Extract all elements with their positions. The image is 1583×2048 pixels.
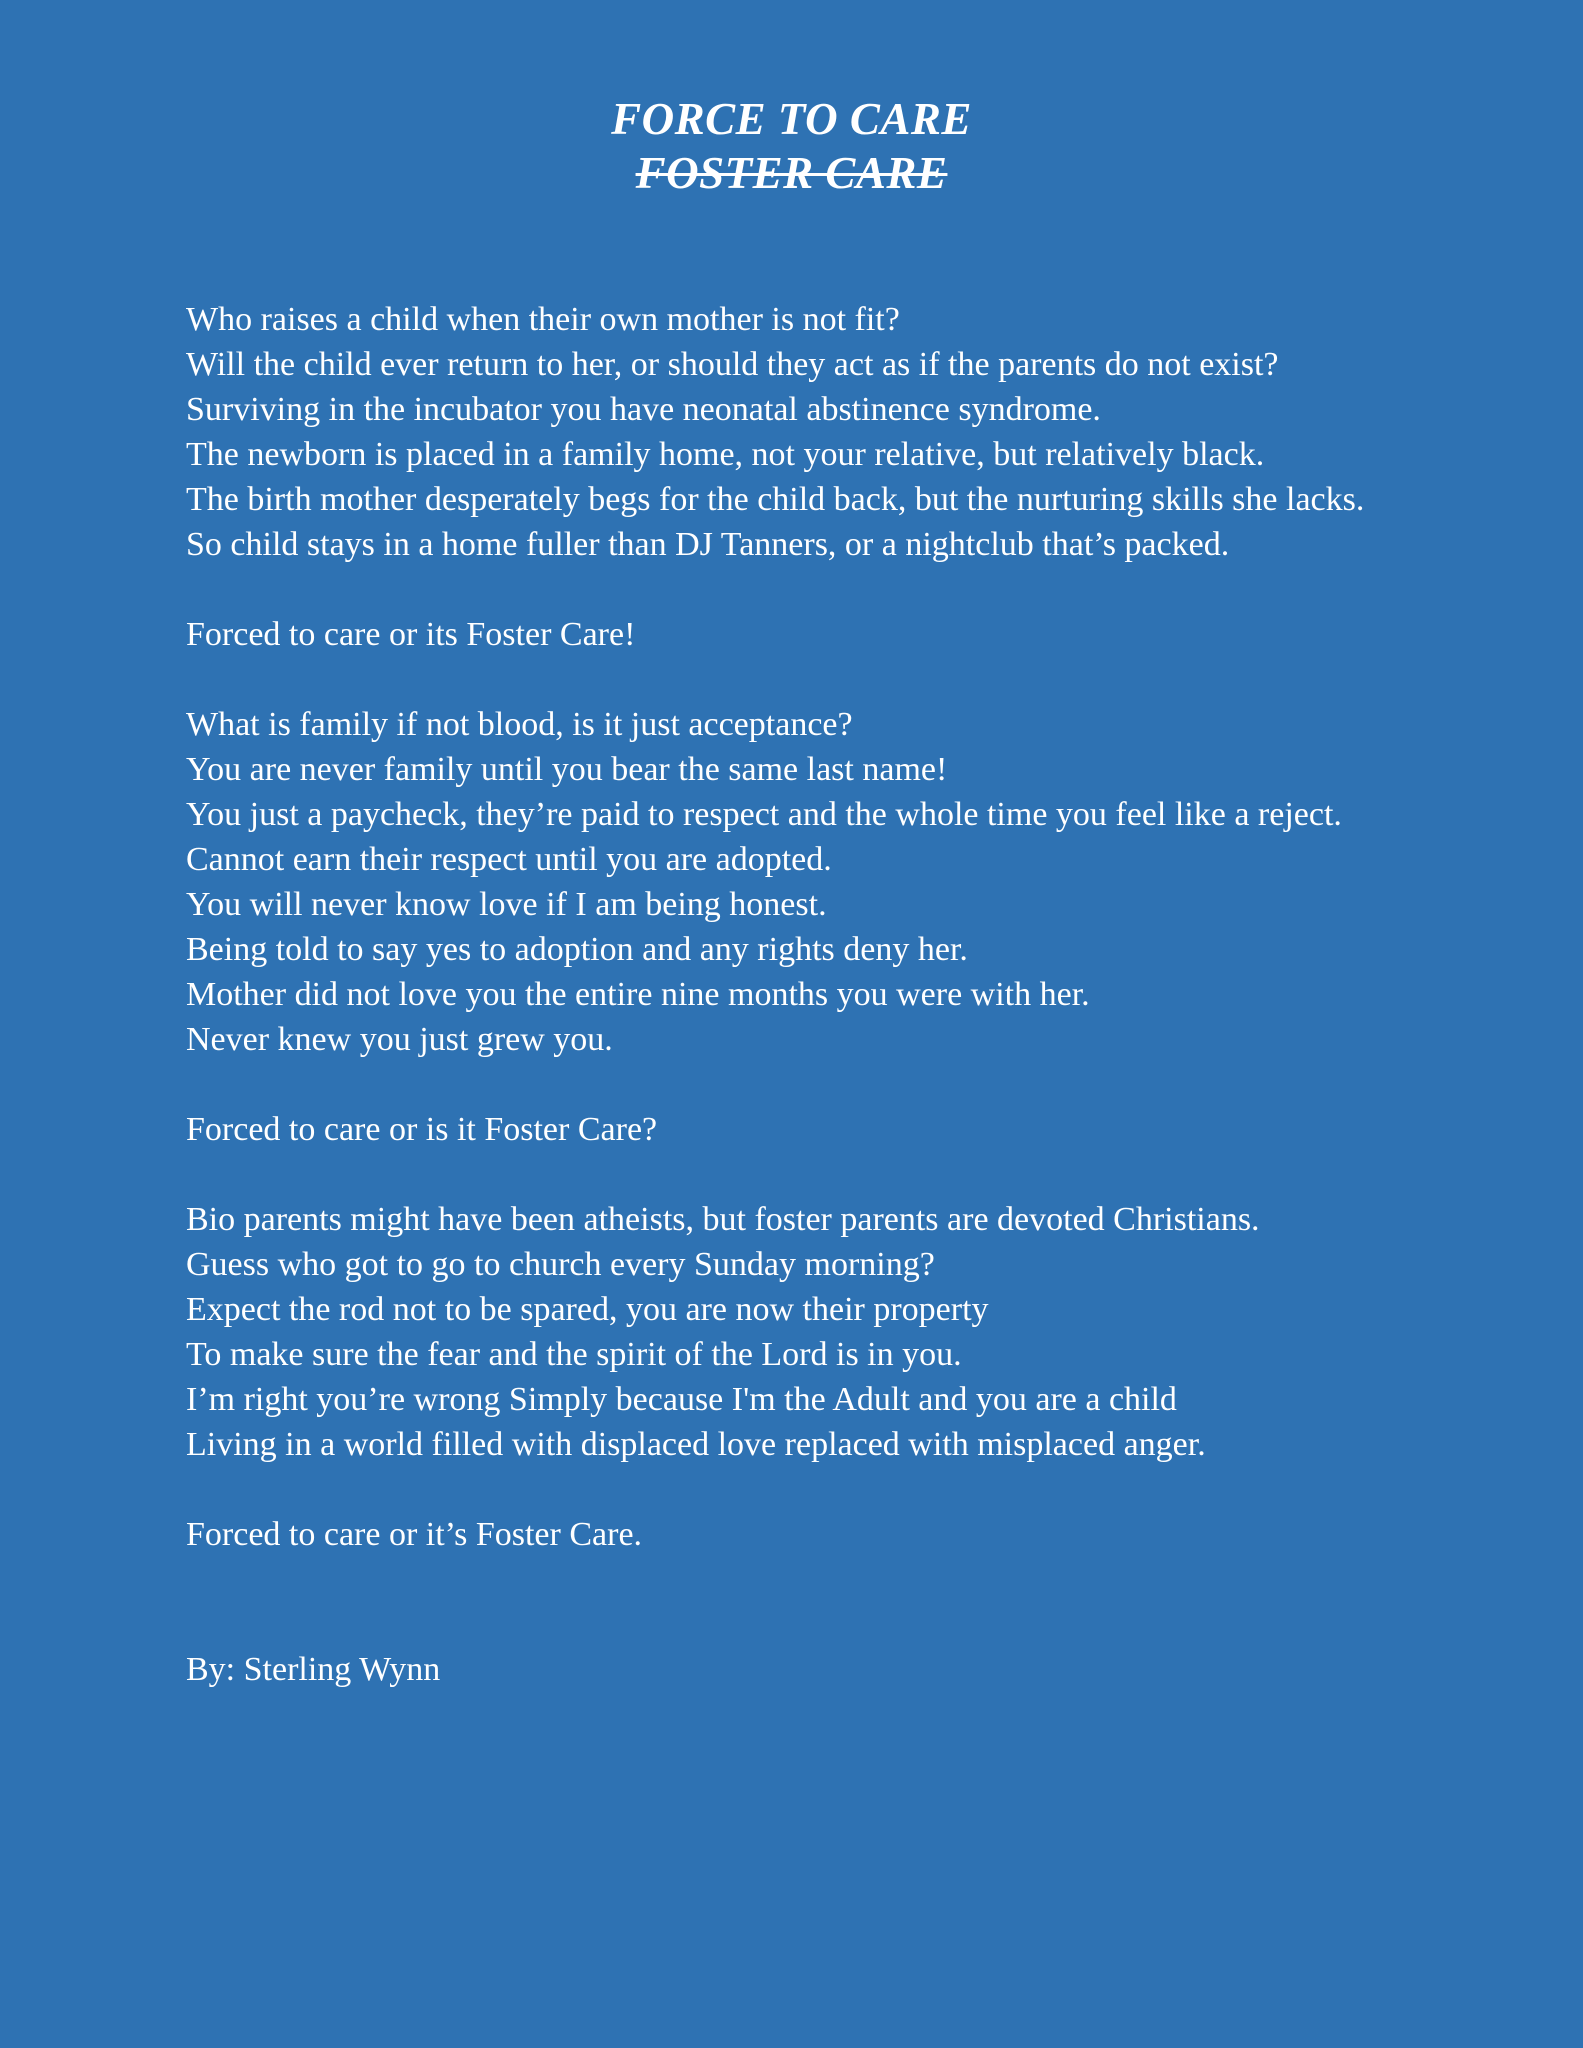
poem-line: You will never know love if I am being honest.: [186, 886, 827, 923]
poem-line: Who raises a child when their own mother is not fit?: [186, 301, 900, 338]
poem-line: What is family if not blood, is it just acceptance?: [186, 706, 853, 743]
stanza: [186, 1197, 1411, 1467]
poem-line: Mother did not love you the entire nine months you were with her.: [186, 976, 1090, 1013]
stanza-gap: [186, 567, 1411, 612]
poem-body: [186, 297, 1411, 1692]
stanza-gap: [186, 1062, 1411, 1107]
stanza-gap: [186, 1152, 1411, 1197]
poem-line: Guess who got to go to church every Sunday morning?: [186, 1246, 935, 1283]
poem-line: You just a paycheck, they’re paid to respect and the whole time you feel like a reject.: [186, 796, 1342, 833]
poem-line: The newborn is placed in a family home, not your relative, but relatively black.: [186, 436, 1265, 473]
refrain: [186, 612, 1411, 657]
poem-title-block: [0, 92, 1583, 200]
poem-title-struck: FOSTER CARE: [635, 148, 948, 198]
poem-line: Never knew you just grew you.: [186, 1021, 613, 1058]
refrain-line: Forced to care or is it Foster Care?: [186, 1111, 658, 1148]
poem-title: FORCE TO CARE: [611, 94, 972, 144]
poem-line: So child stays in a home fuller than DJ Tanners, or a nightclub that’s packed.: [186, 526, 1230, 563]
poem-line: You are never family until you bear the same last name!: [186, 751, 948, 788]
stanza: [186, 297, 1411, 567]
poem-line: Will the child ever return to her, or should they act as if the parents do not exist?: [186, 346, 1279, 383]
poem-line: Living in a world filled with displaced love replaced with misplaced anger.: [186, 1426, 1206, 1463]
poem-line: Surviving in the incubator you have neonatal abstinence syndrome.: [186, 391, 1101, 428]
poem-line: Cannot earn their respect until you are adopted.: [186, 841, 832, 878]
poem-line: Bio parents might have been atheists, but foster parents are devoted Christians.: [186, 1201, 1260, 1238]
poem-line: To make sure the fear and the spirit of the Lord is in you.: [186, 1336, 962, 1373]
poem-line: Being told to say yes to adoption and any rights deny her.: [186, 931, 968, 968]
refrain: [186, 1107, 1411, 1152]
stanza: [186, 702, 1411, 1062]
stanza-gap: [186, 657, 1411, 702]
poem-line: I’m right you’re wrong Simply because I'm the Adult and you are a child: [186, 1381, 1177, 1418]
stanza-gap: [186, 1467, 1411, 1512]
author-byline: By: Sterling Wynn: [186, 1651, 441, 1688]
poem-line: The birth mother desperately begs for the child back, but the nurturing skills she lacks.: [186, 481, 1365, 518]
byline-gap: [186, 1557, 1411, 1647]
refrain-line: Forced to care or its Foster Care!: [186, 616, 636, 653]
poem-line: Expect the rod not to be spared, you are now their property: [186, 1291, 989, 1328]
refrain-line: Forced to care or it’s Foster Care.: [186, 1516, 643, 1553]
refrain: [186, 1512, 1411, 1557]
